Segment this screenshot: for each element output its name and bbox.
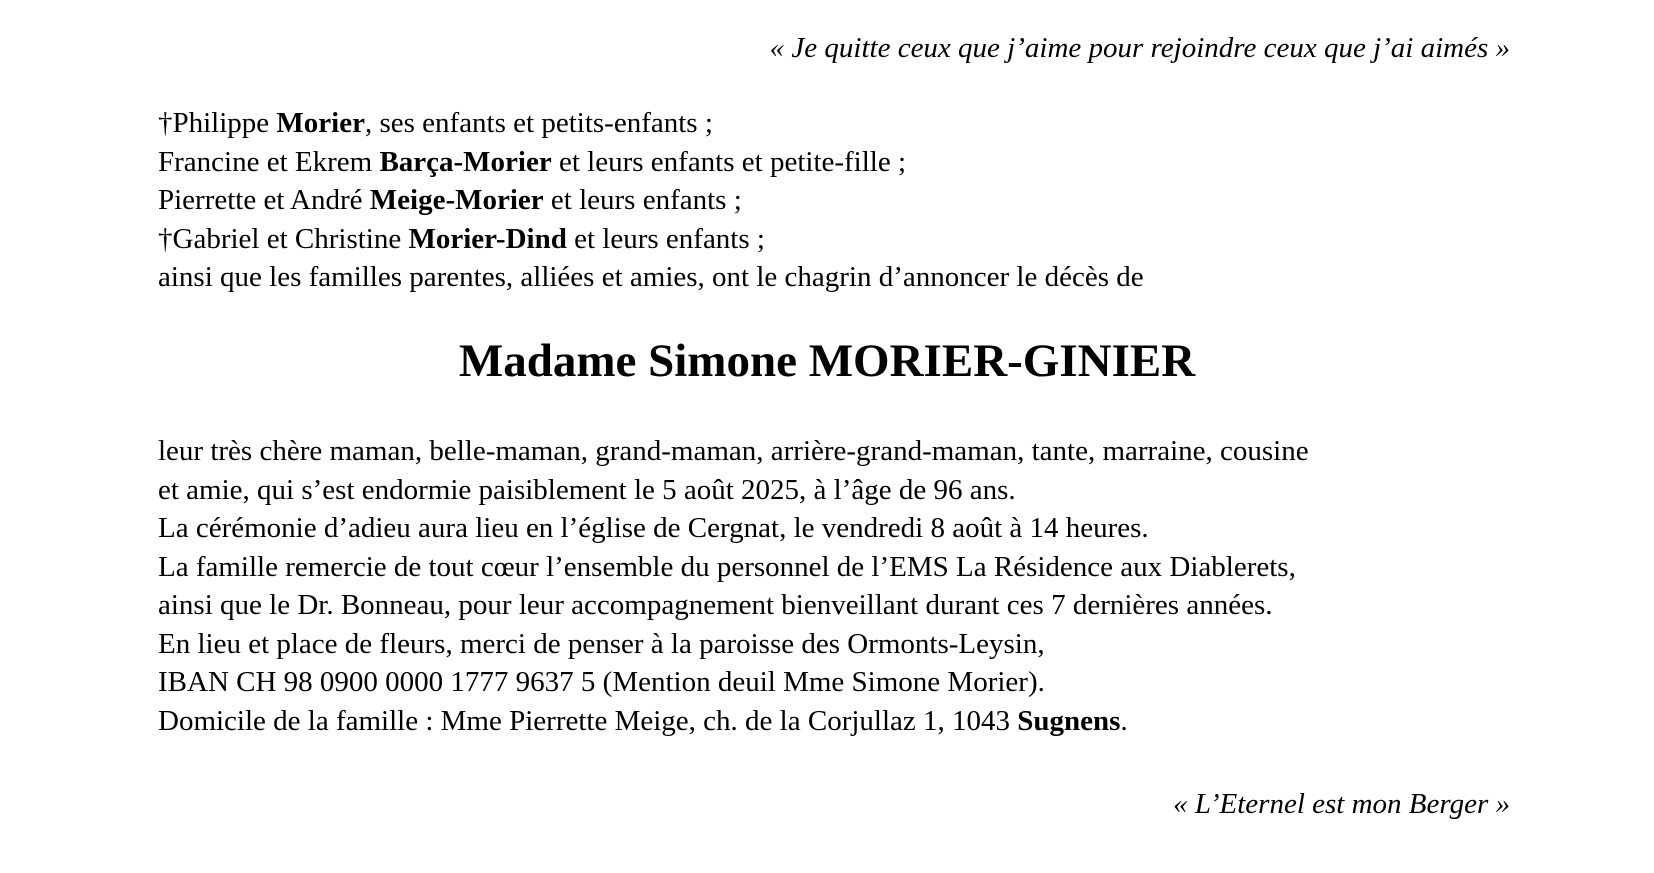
body-line: ainsi que le Dr. Bonneau, pour leur accompagnement bienveillant durant ces 7 dernières années. bbox=[158, 589, 1273, 621]
family-line: †Philippe Morier, ses enfants et petits-enfants ; bbox=[158, 107, 713, 139]
body-line: La famille remercie de tout cœur l’ensemble du personnel de l’EMS La Résidence aux Diablerets, bbox=[158, 550, 1296, 583]
body-line: IBAN CH 98 0900 0000 1777 9637 5 (Mention deuil Mme Simone Morier). bbox=[158, 666, 1045, 698]
family-line: ainsi que les familles parentes, alliées et amies, ont le chagrin d’annoncer le décès de bbox=[158, 261, 1144, 293]
family-line: †Gabriel et Christine Morier-Dind et leurs enfants ; bbox=[158, 222, 765, 255]
family-announcement bbox=[158, 104, 1144, 297]
family-line: Francine et Ekrem Barça-Morier et leurs enfants et petite-fille ; bbox=[158, 145, 907, 178]
body-line: La cérémonie d’adieu aura lieu en l’église de Cergnat, le vendredi 8 août à 14 heures. bbox=[158, 512, 1149, 544]
body-line: et amie, qui s’est endormie paisiblement le 5 août 2025, à l’âge de 96 ans. bbox=[158, 473, 1016, 506]
domicile-town: Sugnens bbox=[1017, 704, 1121, 737]
obituary-body bbox=[158, 432, 1309, 740]
domicile-line: Domicile de la famille : Mme Pierrette Meige, ch. de la Corjullaz 1, 1043 Sugnens. bbox=[158, 704, 1128, 737]
deceased-name: Madame Simone MORIER-GINIER bbox=[458, 335, 1196, 387]
closing-quote: « L’Eternel est mon Berger » bbox=[1173, 788, 1510, 820]
body-line: En lieu et place de fleurs, merci de penser à la paroisse des Ormonts-Leysin, bbox=[158, 627, 1045, 660]
family-line: Pierrette et André Meige-Morier et leurs enfants ; bbox=[158, 184, 742, 216]
epigraph-quote: « Je quitte ceux que j’aime pour rejoindre ceux que j’ai aimés » bbox=[769, 32, 1510, 64]
body-line: leur très chère maman, belle-maman, grand-maman, arrière-grand-maman, tante, marraine, cousine bbox=[158, 435, 1309, 467]
